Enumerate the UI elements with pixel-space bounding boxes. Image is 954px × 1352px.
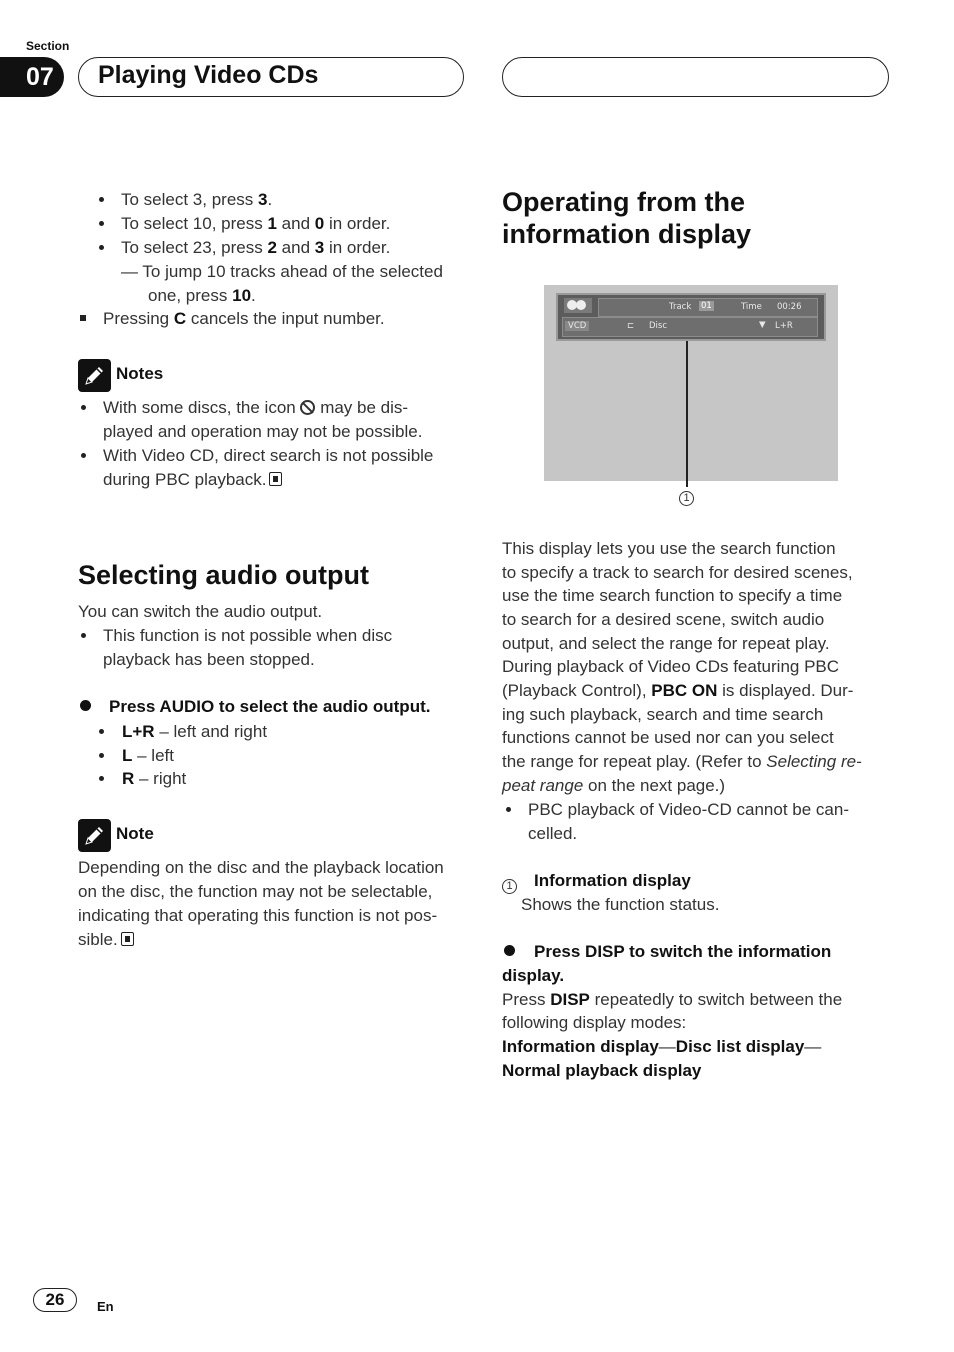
jump-note-line1: — To jump 10 tracks ahead of the selected [121, 262, 443, 281]
lcd-bottom-row [562, 317, 818, 337]
audio-option: R – right [122, 769, 187, 788]
note-pencil-icon [78, 359, 111, 392]
prohibited-icon [300, 400, 315, 415]
step-dot [80, 700, 91, 711]
display-mode-3: Normal playback display [502, 1061, 702, 1080]
callout-number: 1 [679, 488, 694, 506]
legend-desc: Shows the function status. [521, 895, 720, 914]
language-label: En [97, 1299, 114, 1314]
section-label: Section [26, 39, 70, 53]
source-label: Disc [649, 321, 668, 331]
legend-number: 1 [502, 872, 517, 896]
bullet [99, 729, 104, 734]
cancel-note: Pressing C cancels the input number. [103, 309, 385, 328]
note-item: With some discs, the icon may be dis- [103, 398, 409, 417]
end-mark-icon [121, 932, 134, 946]
callout-line [686, 341, 688, 487]
audio-mode: L+R [775, 321, 793, 331]
header-empty-box [502, 57, 889, 97]
bullet [81, 633, 86, 638]
list-item: To select 10, press 1 and 0 in order. [121, 214, 391, 233]
audio-section-heading: Selecting audio output [78, 560, 369, 590]
bullet [506, 807, 511, 812]
time-value: 00:26 [777, 302, 802, 312]
track-label: Track [669, 302, 692, 312]
note-pencil-icon [78, 819, 111, 852]
list-item: To select 23, press 2 and 3 in order. [121, 238, 391, 257]
information-display-figure [544, 285, 838, 481]
audio-bullet-cont: playback has been stopped. [103, 650, 315, 669]
note-title: Note [116, 824, 154, 843]
audio-bullet: This function is not possible when disc [103, 626, 393, 645]
audio-step: Press AUDIO to select the audio output. [109, 697, 431, 716]
page-number: 26 [33, 1288, 77, 1312]
audio-option: L – left [122, 746, 174, 765]
chapter-title: Playing Video CDs [98, 61, 319, 89]
note-item-cont: during PBC playback. [103, 468, 282, 492]
audio-option: L+R – left and right [122, 722, 268, 741]
bullet [99, 221, 104, 226]
legend-title: Information display [534, 871, 691, 890]
bullet [99, 753, 104, 758]
section-number-tab: 07 [0, 57, 64, 97]
list-item: To select 3, press 3. [121, 190, 273, 209]
end-mark-icon [269, 472, 282, 486]
square-bullet [80, 315, 86, 321]
chapter-title-box [78, 57, 464, 97]
jump-note-line2: one, press 10. [148, 286, 256, 305]
lcd-top-row [598, 298, 818, 317]
repeat-icon: ⊏ [627, 321, 635, 331]
display-modes: Information display—Disc list display— [502, 1037, 822, 1056]
lcd-panel [556, 293, 826, 341]
note-item: With Video CD, direct search is not possible [103, 446, 434, 465]
bullet [99, 245, 104, 250]
disc-icon [564, 298, 592, 313]
time-label: Time [741, 302, 762, 312]
disp-step-cont: display. [502, 966, 565, 985]
step-dot [504, 945, 515, 956]
bullet [99, 197, 104, 202]
note-item-cont: played and operation may not be possible. [103, 422, 423, 441]
format-badge: VCD [565, 321, 589, 331]
bullet [81, 453, 86, 458]
bullet [81, 405, 86, 410]
bullet [99, 776, 104, 781]
track-value: 01 [701, 301, 712, 311]
notes-title: Notes [116, 364, 164, 383]
audio-intro: You can switch the audio output. [78, 602, 323, 621]
down-arrow-icon: ▼ [759, 320, 766, 330]
info-display-heading: Operating from the information display [502, 187, 752, 249]
disp-step: Press DISP to switch the information [534, 942, 832, 961]
